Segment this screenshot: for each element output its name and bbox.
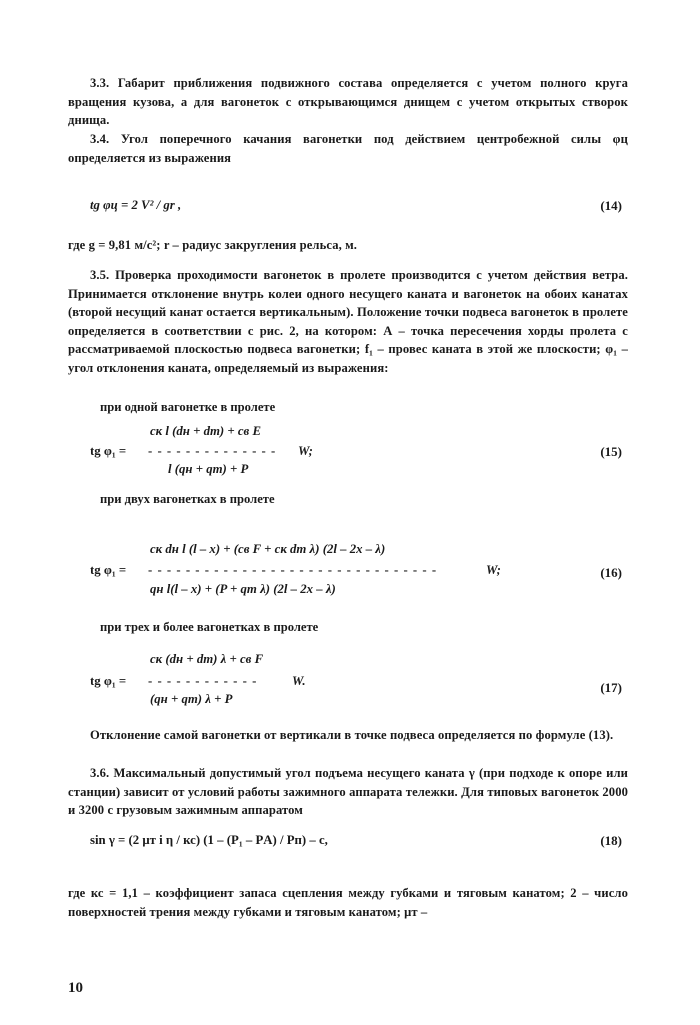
equation-number-18: (18) — [600, 833, 622, 848]
formula-15-lhs: tg φ₁ = — [90, 444, 127, 458]
page-number: 10 — [68, 980, 83, 996]
formula-16-denominator: qн l(l – x) + (P + qт λ) (2l – 2x – λ) — [150, 582, 336, 596]
formula-18-legend: где кс = 1,1 – коэффициент запаса сцепления между губками и тяговым канатом; 2 – число поверхностей трения между губками и тяговым канатом; μт – — [68, 886, 628, 919]
formula-15-fraction-bar: - - - - - - - - - - - - - - — [148, 444, 277, 458]
paragraph-3-5: 3.5. Проверка проходимости вагонеток в пролете производится с учетом действия ветра. Принимается отклонение внутрь колеи одного несущего каната и вагонеток на обоих канатах (второй несущий канат остается вертикальным). Положение точки подвеса вагонеток в пролете определяется в соответствии с рис. 2, на котором: А – точка пересечения хорды пролета с рассматриваемой плоскостью подвеса вагонетки; f₁ – провес каната в этой же плоскости; φ₁ – угол отклонения каната, определяемый из выражения: — [68, 268, 628, 375]
formula-15-rhs: W; — [298, 444, 313, 458]
formula-17-denominator: (qн + qт) λ + P — [150, 692, 233, 706]
formula-16-numerator: cк dн l (l – x) + (cв F + cк dт λ) (2l – 2x – λ) — [150, 542, 386, 556]
equation-number-15: (15) — [600, 444, 622, 459]
formula-16-fraction-bar: - - - - - - - - - - - - - - - - - - - - - - - - - - - - - - - — [148, 563, 438, 577]
formula-17-numerator: cк (dн + dт) λ + cв F — [150, 652, 264, 666]
equation-number-14: (14) — [600, 198, 622, 213]
paragraph-3-3: 3.3. Габарит приближения подвижного состава определяется с учетом полного круга вращения кузова, а для вагонеток с открывающимся днищем с учетом открытых створок днища. — [68, 76, 628, 128]
equation-number-16: (16) — [600, 565, 622, 580]
paragraph-3-4: 3.4. Угол поперечного качания вагонетки под действием центробежной силы φц определяется из выражения — [68, 132, 628, 165]
formula-14: tg φц = 2 V² / gr , — [90, 198, 182, 212]
formula-16-rhs: W; — [486, 563, 501, 577]
formula-14-legend: где g = 9,81 м/с²; r – радиус закругления рельса, м. — [68, 238, 358, 252]
formula-17-lhs: tg φ₁ = — [90, 674, 127, 688]
paragraph-deviation: Отклонение самой вагонетки от вертикали в точке подвеса определяется по формуле (13). — [90, 728, 614, 742]
formula-17-rhs: W. — [292, 674, 306, 688]
paragraph-3-6: 3.6. Максимальный допустимый угол подъема несущего каната γ (при подходе к опоре или станции) зависит от условий работы зажимного аппарата тележки. Для типовых вагонеток 2000 и 3200 с грузовым зажимным аппаратом — [68, 766, 628, 818]
formula-16-lhs: tg φ₁ = — [90, 563, 127, 577]
case-two-wagons: при двух вагонетках в пролете — [100, 492, 275, 506]
case-one-wagon: при одной вагонетке в пролете — [100, 400, 276, 414]
formula-15-numerator: cк l (dн + dт) + cв E — [150, 424, 262, 438]
case-three-wagons: при трех и более вагонетках в пролете — [100, 620, 319, 634]
formula-15-denominator: l (qн + qт) + P — [168, 462, 249, 476]
formula-18: sin γ = (2 μт i η / кс) (1 – (P₁ – PА) / Pп) – c, — [90, 833, 328, 847]
equation-number-17: (17) — [600, 680, 622, 695]
formula-17-fraction-bar: - - - - - - - - - - - - — [148, 674, 258, 688]
